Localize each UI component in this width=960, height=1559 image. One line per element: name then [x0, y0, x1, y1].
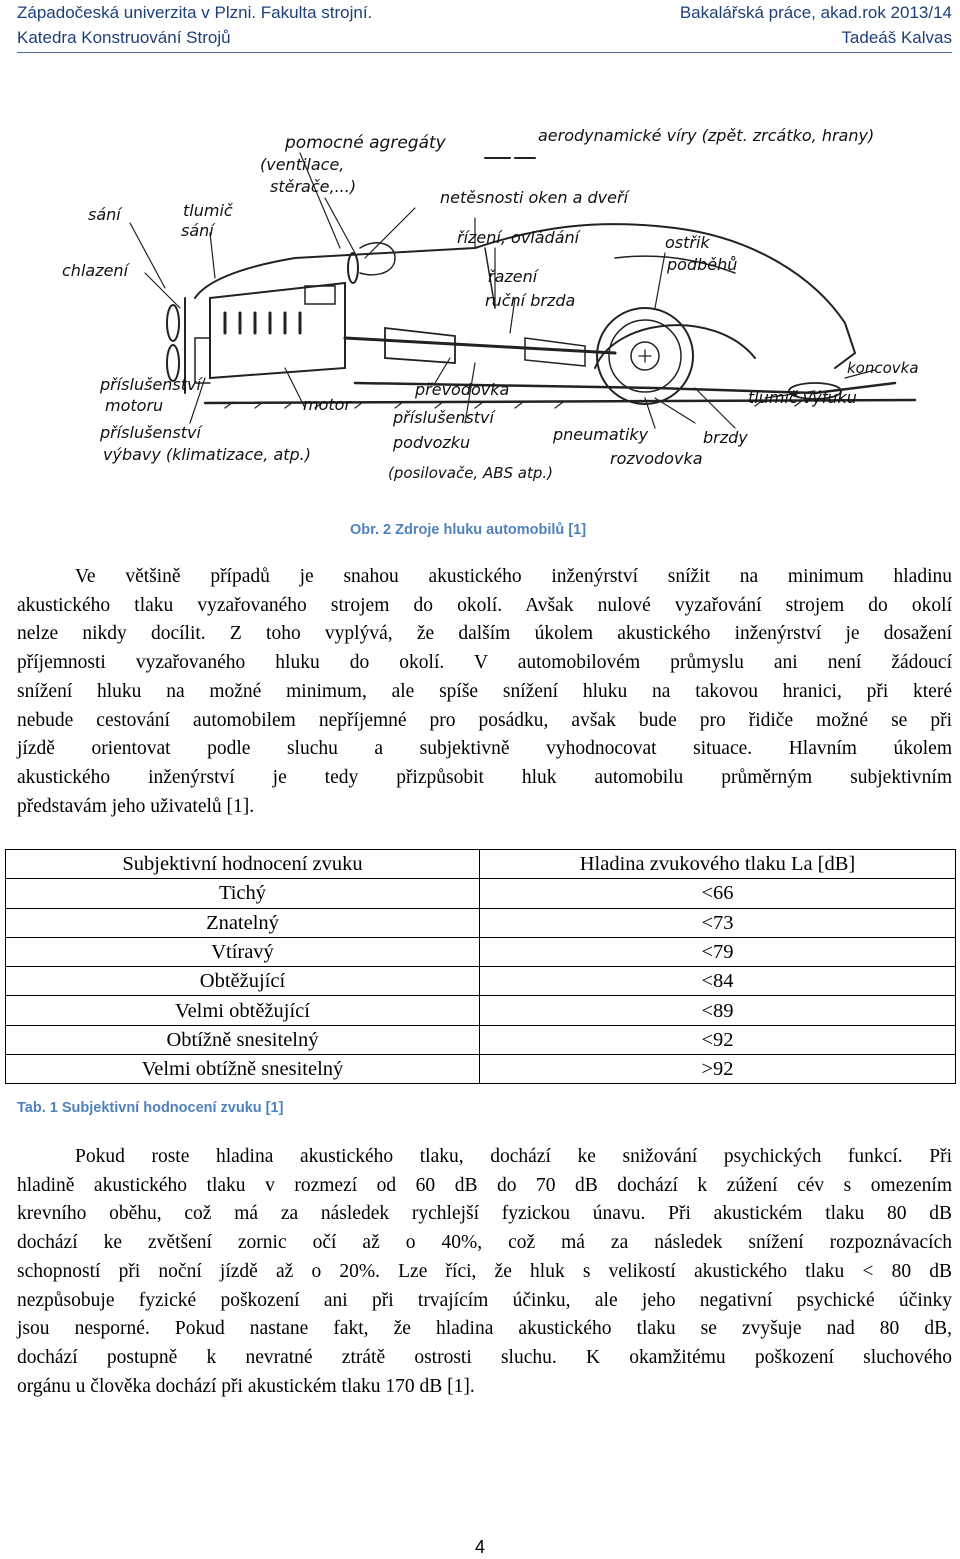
paragraph-line: akustického inženýrství je tedy přizpůsobit hluk automobilu průměrným subjektivním — [17, 766, 952, 788]
table-cell-rating: Obtížně snesitelný — [6, 1025, 480, 1054]
label-sani: sání — [88, 205, 121, 224]
label-tlumic-vyfuku: tlumič výfuku — [748, 388, 857, 407]
label-brzdy: brzdy — [703, 428, 748, 447]
label-ventilace1: (ventilace, — [260, 155, 345, 174]
table-row — [6, 879, 956, 908]
paragraph-line: nelze nikdy docílit. Z toho vyplývá, že dalším úkolem akustického inženýrství je dosažení — [17, 623, 952, 645]
label-prisl-vybavy1: příslušenství — [100, 423, 201, 442]
label-pneumatiky: pneumatiky — [553, 425, 649, 444]
label-ostrik1: ostřik — [665, 233, 710, 252]
table-cell-rating: Obtěžující — [6, 967, 480, 996]
table-cell-level: <73 — [480, 908, 956, 937]
paragraph-line: jízdě orientovat podle sluchu a subjektivně vyhodnocovat situace. Hlavním úkolem — [17, 738, 952, 760]
paragraph-line: snížení hluku na možné minimum, ale spíše snížení hluku na takovou hranici, při které — [17, 680, 952, 702]
table-cell-rating: Znatelný — [6, 908, 480, 937]
table-cell-level: <84 — [480, 967, 956, 996]
figure-caption: Obr. 2 Zdroje hluku automobilů [1] — [350, 522, 587, 538]
table-row — [6, 967, 956, 996]
table-row — [6, 908, 956, 937]
label-prisl-motoru1: příslušenství — [100, 375, 201, 394]
table-cell-rating: Velmi obtížně snesitelný — [6, 1055, 480, 1084]
label-motor: motor — [303, 395, 352, 414]
page-number: 4 — [474, 1537, 485, 1557]
paragraph-line: Pokud roste hladina akustického tlaku, dochází ke snižování psychických funkcí. Při — [75, 1146, 952, 1167]
label-prisl-motoru2: motoru — [105, 396, 164, 415]
paragraph-1 — [17, 563, 952, 821]
table-header-cell: Subjektivní hodnocení zvuku — [6, 850, 480, 879]
table-cell-level: <92 — [480, 1025, 956, 1054]
paragraph-line: schopností při noční jízdě až o 20%. Lze říci, že hluk s velikostí akustického tlaku < 80 dB — [17, 1260, 952, 1282]
paragraph-line: krevního oběhu, což má za následek rychlejší fyzickou únavu. Při akustickém tlaku 80 dB — [17, 1203, 952, 1225]
table-cell-level: >92 — [480, 1055, 956, 1084]
table-cell-level: <79 — [480, 937, 956, 966]
label-tlumic-sani1: tlumič — [183, 201, 233, 220]
label-netesnosti: netěsnosti oken a dveří — [440, 188, 629, 207]
label-aero: aerodynamické víry (zpět. zrcátko, hrany) — [538, 126, 875, 145]
paragraph-line: Ve většině případů je snahou akustického inženýrství snížit na minimum hladinu — [75, 566, 952, 587]
label-koncovka: koncovka — [847, 359, 919, 377]
paragraph-last-line: orgánu u člověka dochází při akustickém tlaku 170 dB [1]. — [17, 1375, 475, 1397]
car-sketch — [55, 108, 940, 503]
paragraph-line: dochází postupně k nevratné ztrátě ostrosti sluchu. K okamžitému poškození sluchového — [17, 1346, 952, 1368]
label-ostrik2: podběhů — [667, 255, 738, 274]
label-tlumic-sani2: sání — [181, 221, 214, 240]
label-rizeni: řízení, ovládání — [457, 228, 580, 247]
label-prisl-vybavy2: výbavy (klimatizace, atp.) — [103, 445, 312, 464]
table-header-row — [6, 850, 956, 879]
paragraph-line: hladině akustického tlaku v rozmezí od 60 dB do 70 dB dochází k zúžení cév s omezením — [17, 1174, 952, 1196]
label-razeni1: řazení — [488, 267, 538, 286]
paragraph-last-line: představám jeho uživatelů [1]. — [17, 795, 255, 817]
label-chlazeni: chlazení — [62, 261, 129, 280]
label-rozvodovka: rozvodovka — [610, 449, 703, 468]
label-prisl-podvozku2: podvozku — [393, 433, 471, 452]
paragraph-line: příjemnosti vyzařovaného hluku do okolí. V automobilovém průmyslu ani není žádoucí — [17, 652, 952, 674]
label-prisl-podvozku3: (posilovače, ABS atp.) — [388, 464, 554, 482]
table-caption: Tab. 1 Subjektivní hodnocení zvuku [1] — [17, 1100, 284, 1116]
page-header — [17, 0, 952, 53]
label-ventilace2: stěrače,...) — [270, 177, 357, 196]
header-department: Katedra Konstruování Strojů — [17, 28, 231, 47]
car-noise-sources-figure — [55, 108, 940, 503]
label-razeni2: ruční brzda — [485, 291, 576, 310]
header-university: Západočeská univerzita v Plzni. Fakulta strojní. — [17, 3, 373, 22]
paragraph-line: akustického tlaku vyzařovaného strojem do okolí. Avšak nulové vyzařování strojem do okolí — [17, 594, 952, 616]
table-row — [6, 937, 956, 966]
table-cell-level: <66 — [480, 879, 956, 908]
table-cell-level: <89 — [480, 996, 956, 1025]
table-cell-rating: Tichý — [6, 879, 480, 908]
paragraph-line: jsou nesporné. Pokud nastane fakt, že hladina akustického tlaku se zvyšuje nad 80 dB, — [17, 1318, 952, 1340]
paragraph-2 — [17, 1143, 952, 1401]
label-prevodovka: převodovka — [415, 380, 510, 399]
paragraph-line: nezpůsobuje fyzické poškození ani při trvajícím účinku, ale jeho negativní psychické účinky — [17, 1289, 952, 1311]
header-thesis: Bakalářská práce, akad.rok 2013/14 — [679, 3, 952, 22]
table-row — [6, 996, 956, 1025]
label-pomocne: pomocné agregáty — [285, 133, 446, 153]
sound-rating-table — [5, 849, 956, 1084]
table-cell-rating: Vtíravý — [6, 937, 480, 966]
table-row — [6, 1055, 956, 1084]
label-prisl-podvozku1: příslušenství — [393, 408, 494, 427]
paragraph-line: dochází ke zvětšení zornic očí až o 40%, což má za následek snížení rozpoznávacích — [17, 1232, 952, 1254]
table-cell-rating: Velmi obtěžující — [6, 996, 480, 1025]
header-author: Tadeáš Kalvas — [841, 28, 952, 47]
table-header-cell: Hladina zvukového tlaku La [dB] — [480, 850, 956, 879]
paragraph-line: nebude cestování automobilem nepříjemné pro posádku, avšak bude pro řidiče možné se při — [17, 709, 952, 731]
table-row — [6, 1025, 956, 1054]
